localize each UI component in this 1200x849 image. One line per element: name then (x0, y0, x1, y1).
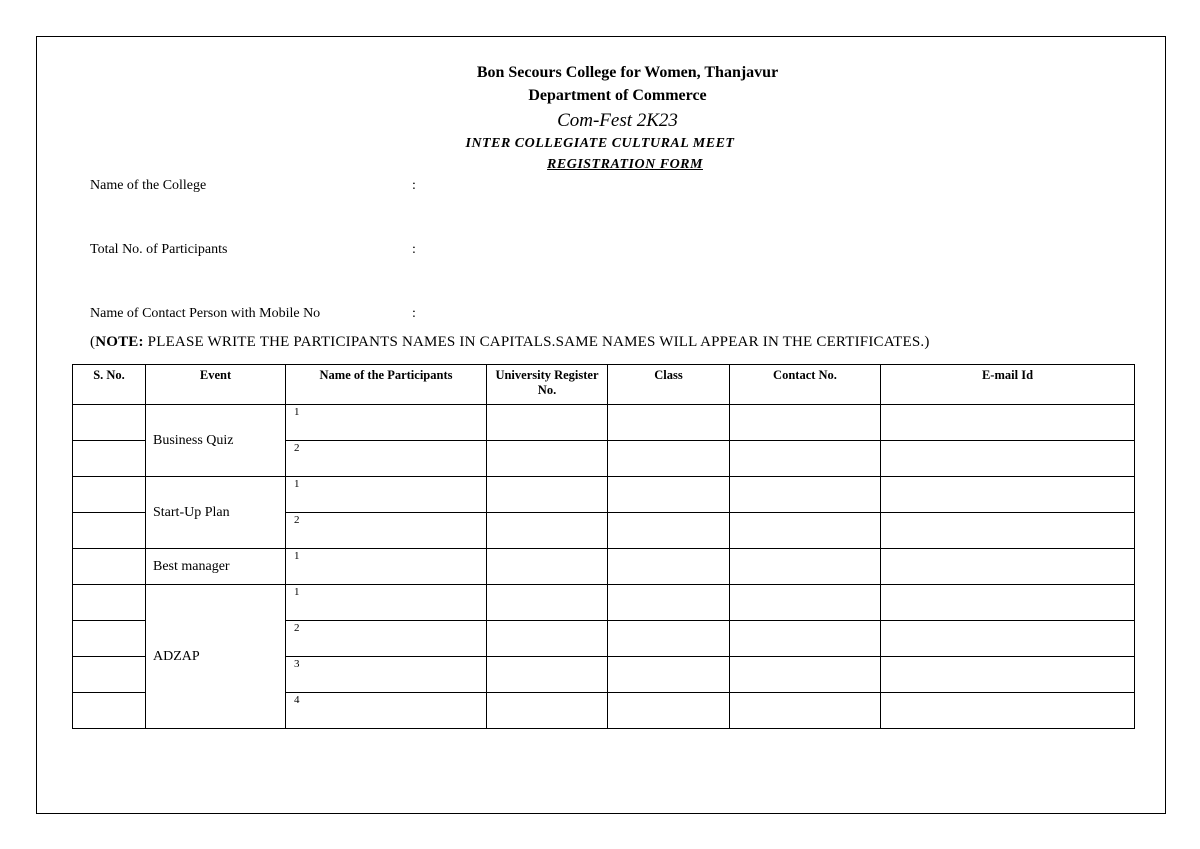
slot-number: 1 (294, 406, 300, 418)
slot-number: 1 (294, 586, 300, 598)
contact-cell[interactable] (730, 477, 881, 513)
table-row (73, 477, 1135, 513)
header-register-no: University Register No. (487, 365, 608, 405)
email-cell[interactable] (881, 549, 1135, 585)
class-cell[interactable] (608, 657, 730, 693)
sno-cell[interactable] (73, 621, 146, 657)
college-name-colon: : (412, 178, 416, 193)
form-title: REGISTRATION FORM (547, 157, 703, 172)
participant-cell[interactable] (286, 405, 487, 441)
email-cell[interactable] (881, 621, 1135, 657)
class-cell[interactable] (608, 621, 730, 657)
email-cell[interactable] (881, 585, 1135, 621)
note-text (90, 334, 930, 351)
slot-number: 2 (294, 622, 300, 634)
sno-cell[interactable] (73, 477, 146, 513)
slot-number: 1 (294, 478, 300, 490)
event-adzap: ADZAP (146, 585, 286, 729)
header-contact: Contact No. (730, 365, 881, 405)
header-participants: Name of the Participants (286, 365, 487, 405)
register-cell[interactable] (487, 585, 608, 621)
table-row (73, 585, 1135, 621)
participants-count-colon: : (412, 242, 416, 257)
class-cell[interactable] (608, 693, 730, 729)
header-event: Event (146, 365, 286, 405)
participant-cell[interactable] (286, 549, 487, 585)
table-row (73, 405, 1135, 441)
participant-cell[interactable] (286, 441, 487, 477)
contact-cell[interactable] (730, 657, 881, 693)
sno-cell[interactable] (73, 405, 146, 441)
header-sno: S. No. (73, 365, 146, 405)
contact-cell[interactable] (730, 585, 881, 621)
participant-cell[interactable] (286, 585, 487, 621)
slot-number: 2 (294, 442, 300, 454)
register-cell[interactable] (487, 549, 608, 585)
participants-count-label: Total No. of Participants (90, 242, 228, 257)
table-row (73, 549, 1135, 585)
email-cell[interactable] (881, 441, 1135, 477)
email-cell[interactable] (881, 405, 1135, 441)
event-title: Com-Fest 2K23 (557, 110, 678, 131)
table-header-row (73, 365, 1135, 405)
register-cell[interactable] (487, 693, 608, 729)
email-cell[interactable] (881, 657, 1135, 693)
note-open: ( (90, 334, 96, 350)
sno-cell[interactable] (73, 657, 146, 693)
registration-table (72, 364, 1135, 729)
meet-title: INTER COLLEGIATE CULTURAL MEET (465, 136, 735, 151)
contact-person-label: Name of Contact Person with Mobile No (90, 306, 321, 321)
participant-cell[interactable] (286, 621, 487, 657)
header-email: E-mail Id (881, 365, 1135, 405)
register-cell[interactable] (487, 441, 608, 477)
email-cell[interactable] (881, 477, 1135, 513)
event-business-quiz: Business Quiz (146, 405, 286, 477)
class-cell[interactable] (608, 513, 730, 549)
department-title: Department of Commerce (528, 87, 707, 104)
register-cell[interactable] (487, 621, 608, 657)
contact-cell[interactable] (730, 441, 881, 477)
sno-cell[interactable] (73, 549, 146, 585)
class-cell[interactable] (608, 405, 730, 441)
contact-cell[interactable] (730, 549, 881, 585)
event-best-manager: Best manager (146, 549, 286, 585)
contact-cell[interactable] (730, 621, 881, 657)
email-cell[interactable] (881, 513, 1135, 549)
contact-cell[interactable] (730, 693, 881, 729)
college-title: Bon Secours College for Women, Thanjavur (476, 64, 779, 81)
sno-cell[interactable] (73, 585, 146, 621)
sno-cell[interactable] (73, 513, 146, 549)
note-body: PLEASE WRITE THE PARTICIPANTS NAMES IN CAPITALS.SAME NAMES WILL APPEAR IN THE CERTIFICATES.) (143, 334, 930, 350)
participant-cell[interactable] (286, 657, 487, 693)
participant-cell[interactable] (286, 693, 487, 729)
note-label: NOTE: (95, 334, 144, 350)
register-cell[interactable] (487, 657, 608, 693)
class-cell[interactable] (608, 585, 730, 621)
contact-cell[interactable] (730, 513, 881, 549)
slot-number: 2 (294, 514, 300, 526)
participant-cell[interactable] (286, 477, 487, 513)
sno-cell[interactable] (73, 693, 146, 729)
register-cell[interactable] (487, 513, 608, 549)
event-startup-plan: Start-Up Plan (146, 477, 286, 549)
register-cell[interactable] (487, 477, 608, 513)
register-cell[interactable] (487, 405, 608, 441)
college-name-label: Name of the College (90, 178, 207, 193)
participant-cell[interactable] (286, 513, 487, 549)
slot-number: 3 (294, 658, 300, 670)
sno-cell[interactable] (73, 441, 146, 477)
class-cell[interactable] (608, 549, 730, 585)
slot-number: 4 (294, 694, 300, 706)
class-cell[interactable] (608, 441, 730, 477)
header-class: Class (608, 365, 730, 405)
email-cell[interactable] (881, 693, 1135, 729)
contact-person-colon: : (412, 306, 416, 321)
slot-number: 1 (294, 550, 300, 562)
contact-cell[interactable] (730, 405, 881, 441)
class-cell[interactable] (608, 477, 730, 513)
